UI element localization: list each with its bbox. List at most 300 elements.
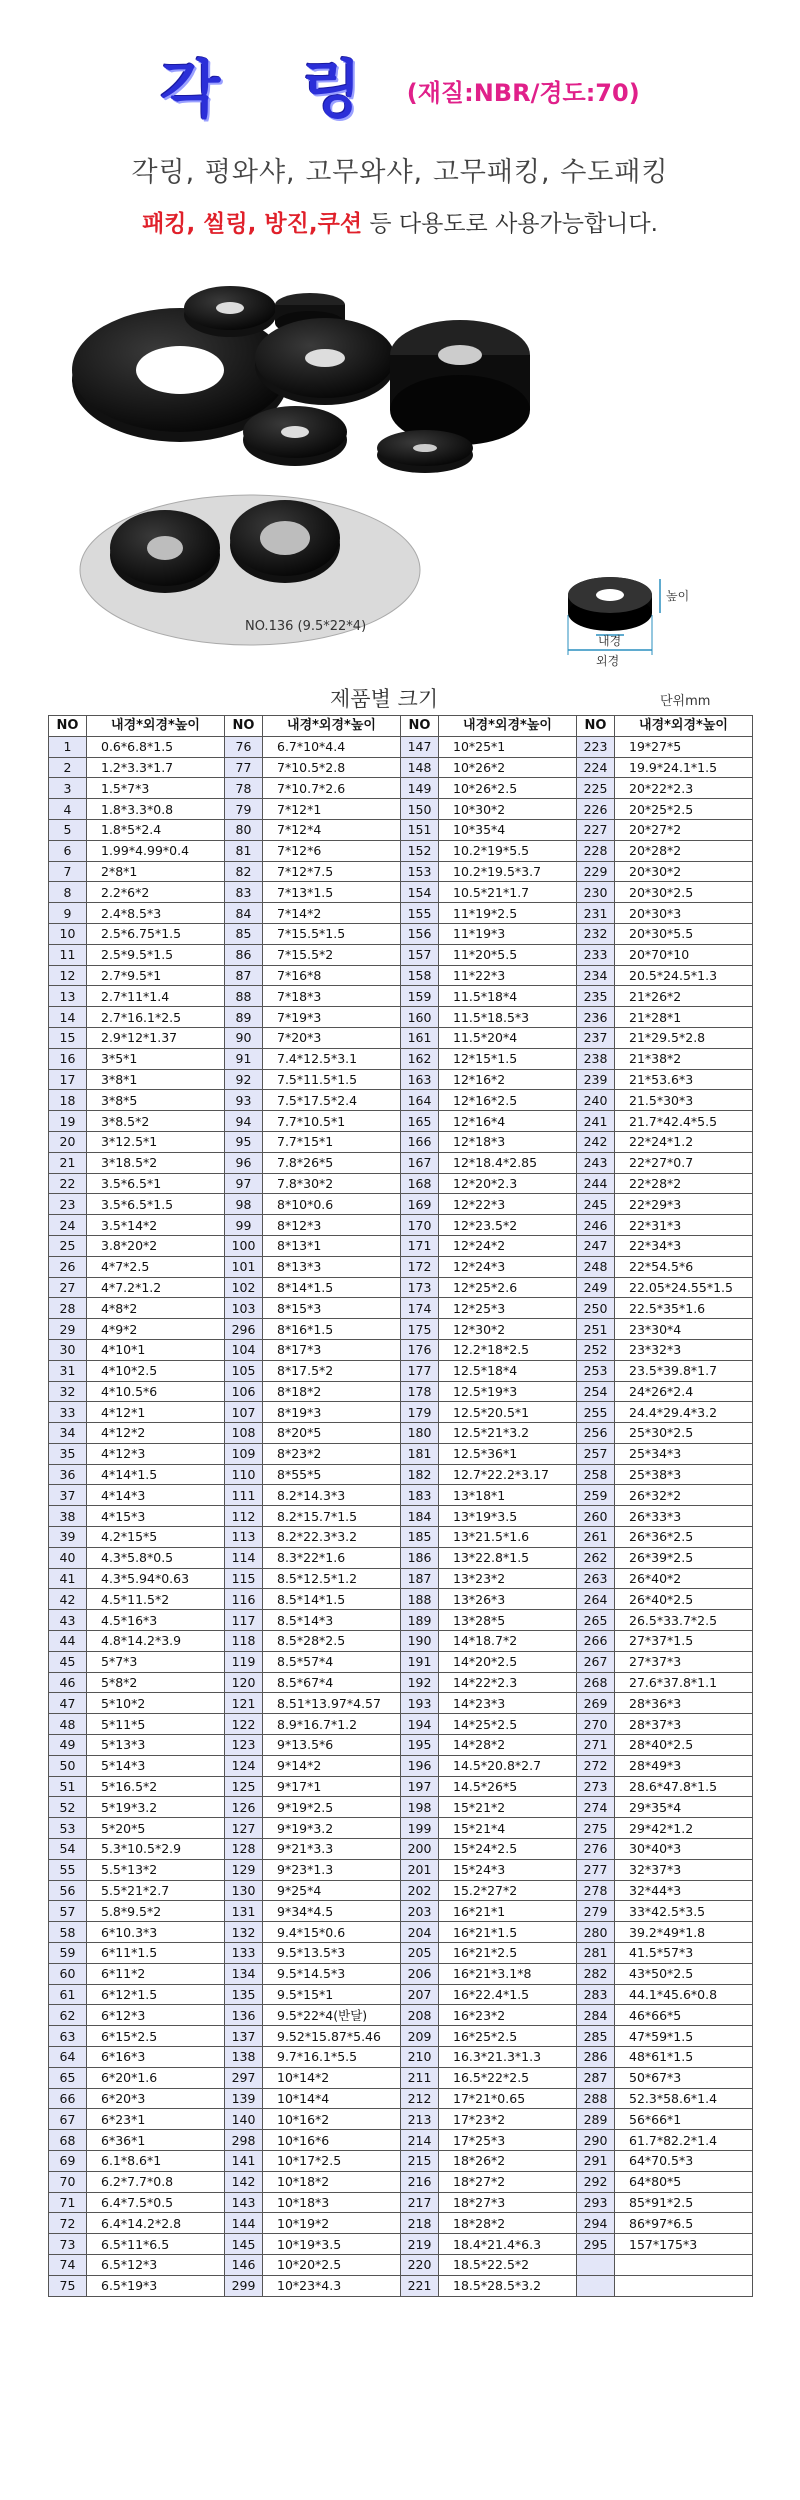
item-dimensions: 50*67*3	[615, 2067, 753, 2088]
table-row	[49, 986, 753, 1007]
item-dimensions: 11*22*3	[439, 965, 577, 986]
item-number: 277	[577, 1859, 615, 1880]
item-dimensions: 29*42*1.2	[615, 1818, 753, 1839]
item-dimensions: 2.7*9.5*1	[87, 965, 225, 986]
item-number: 178	[401, 1381, 439, 1402]
item-number: 54	[49, 1839, 87, 1860]
item-number: 11	[49, 944, 87, 965]
table-row	[49, 1007, 753, 1028]
size-table	[48, 715, 753, 2297]
table-row	[49, 882, 753, 903]
item-number: 238	[577, 1048, 615, 1069]
item-dimensions: 8.5*28*2.5	[263, 1631, 401, 1652]
photo-caption: NO.136 (9.5*22*4)	[245, 619, 367, 634]
item-number: 284	[577, 2005, 615, 2026]
item-dimensions: 25*34*3	[615, 1443, 753, 1464]
item-number: 102	[225, 1277, 263, 1298]
item-number: 22	[49, 1173, 87, 1194]
item-number: 4	[49, 799, 87, 820]
table-row	[49, 1963, 753, 1984]
usage-rest: 등 다용도로 사용가능합니다.	[362, 211, 658, 237]
item-dimensions: 20.5*24.5*1.3	[615, 965, 753, 986]
item-dimensions: 9.4*15*0.6	[263, 1922, 401, 1943]
item-dimensions: 23*30*4	[615, 1319, 753, 1340]
item-number: 52	[49, 1797, 87, 1818]
item-dimensions: 9.7*16.1*5.5	[263, 2047, 401, 2068]
table-row	[49, 736, 753, 757]
item-number: 108	[225, 1423, 263, 1444]
item-number: 51	[49, 1776, 87, 1797]
item-dimensions: 12*15*1.5	[439, 1048, 577, 1069]
item-dimensions: 4.3*5.94*0.63	[87, 1568, 225, 1589]
item-dimensions: 3*18.5*2	[87, 1152, 225, 1173]
item-number: 63	[49, 2026, 87, 2047]
item-dimensions: 3.5*6.5*1	[87, 1173, 225, 1194]
item-dimensions: 7.4*12.5*3.1	[263, 1048, 401, 1069]
item-dimensions: 7.5*17.5*2.4	[263, 1090, 401, 1111]
item-number: 279	[577, 1901, 615, 1922]
item-dimensions: 14*22*2.3	[439, 1672, 577, 1693]
header-dimensions: 내경*외경*높이	[439, 716, 577, 737]
item-dimensions: 21*53.6*3	[615, 1069, 753, 1090]
item-dimensions: 10*18*2	[263, 2171, 401, 2192]
header-no: NO	[577, 716, 615, 737]
item-number: 182	[401, 1464, 439, 1485]
item-dimensions: 25*30*2.5	[615, 1423, 753, 1444]
item-number: 40	[49, 1547, 87, 1568]
item-number: 106	[225, 1381, 263, 1402]
item-dimensions: 13*19*3.5	[439, 1506, 577, 1527]
item-number: 38	[49, 1506, 87, 1527]
item-dimensions: 27*37*1.5	[615, 1631, 753, 1652]
item-dimensions: 15*24*3	[439, 1859, 577, 1880]
item-number: 161	[401, 1027, 439, 1048]
item-number: 88	[225, 986, 263, 1007]
table-row	[49, 1443, 753, 1464]
item-number: 175	[401, 1319, 439, 1340]
item-dimensions: 9.5*13.5*3	[263, 1943, 401, 1964]
item-dimensions: 44.1*45.6*0.8	[615, 1984, 753, 2005]
item-number: 202	[401, 1880, 439, 1901]
item-dimensions: 13*26*3	[439, 1589, 577, 1610]
item-number: 160	[401, 1007, 439, 1028]
item-number: 103	[225, 1298, 263, 1319]
table-row	[49, 1215, 753, 1236]
item-number: 169	[401, 1194, 439, 1215]
item-number: 195	[401, 1735, 439, 1756]
item-number: 234	[577, 965, 615, 986]
item-dimensions: 12*20*2.3	[439, 1173, 577, 1194]
item-number: 113	[225, 1527, 263, 1548]
item-number: 47	[49, 1693, 87, 1714]
table-row	[49, 1235, 753, 1256]
item-number: 190	[401, 1631, 439, 1652]
table-row	[49, 1090, 753, 1111]
table-row	[49, 2213, 753, 2234]
item-number: 264	[577, 1589, 615, 1610]
item-number: 167	[401, 1152, 439, 1173]
item-dimensions: 7*14*2	[263, 903, 401, 924]
table-row	[49, 2005, 753, 2026]
item-number: 231	[577, 903, 615, 924]
item-dimensions: 13*28*5	[439, 1610, 577, 1631]
item-number: 211	[401, 2067, 439, 2088]
item-number: 64	[49, 2047, 87, 2068]
item-dimensions: 10*20*2.5	[263, 2254, 401, 2275]
item-dimensions: 22*27*0.7	[615, 1152, 753, 1173]
item-number: 225	[577, 778, 615, 799]
table-row	[49, 2047, 753, 2068]
table-row	[49, 1423, 753, 1444]
item-dimensions	[615, 2275, 753, 2296]
item-dimensions: 6*20*1.6	[87, 2067, 225, 2088]
item-dimensions: 8*13*1	[263, 1235, 401, 1256]
item-number: 248	[577, 1256, 615, 1277]
item-dimensions: 16*22.4*1.5	[439, 1984, 577, 2005]
table-row	[49, 1984, 753, 2005]
item-number: 165	[401, 1111, 439, 1132]
table-row	[49, 2234, 753, 2255]
item-number: 18	[49, 1090, 87, 1111]
item-number: 3	[49, 778, 87, 799]
item-number: 261	[577, 1527, 615, 1548]
item-number: 164	[401, 1090, 439, 1111]
item-dimensions: 22*54.5*6	[615, 1256, 753, 1277]
item-number: 12	[49, 965, 87, 986]
item-dimensions: 8.5*57*4	[263, 1651, 401, 1672]
item-dimensions: 9*25*4	[263, 1880, 401, 1901]
item-number: 152	[401, 840, 439, 861]
item-dimensions: 5*19*3.2	[87, 1797, 225, 1818]
title-row	[0, 40, 800, 129]
item-number: 61	[49, 1984, 87, 2005]
table-row	[49, 1152, 753, 1173]
item-dimensions: 10*16*6	[263, 2130, 401, 2151]
table-row	[49, 965, 753, 986]
item-dimensions: 8*17*3	[263, 1339, 401, 1360]
table-row	[49, 1859, 753, 1880]
item-number: 129	[225, 1859, 263, 1880]
item-number: 71	[49, 2192, 87, 2213]
item-number: 62	[49, 2005, 87, 2026]
item-number: 207	[401, 1984, 439, 2005]
item-number: 85	[225, 923, 263, 944]
item-dimensions: 4*7.2*1.2	[87, 1277, 225, 1298]
table-row	[49, 1693, 753, 1714]
item-number: 26	[49, 1256, 87, 1277]
table-row	[49, 1631, 753, 1652]
item-dimensions: 20*30*2.5	[615, 882, 753, 903]
item-number: 76	[225, 736, 263, 757]
table-row	[49, 1610, 753, 1631]
table-row	[49, 1589, 753, 1610]
item-number: 232	[577, 923, 615, 944]
item-dimensions: 22*28*2	[615, 1173, 753, 1194]
item-number: 124	[225, 1755, 263, 1776]
item-dimensions: 29*35*4	[615, 1797, 753, 1818]
item-dimensions: 12*24*3	[439, 1256, 577, 1277]
item-dimensions: 16.3*21.3*1.3	[439, 2047, 577, 2068]
table-row	[49, 1298, 753, 1319]
item-dimensions: 28*40*2.5	[615, 1735, 753, 1756]
table-row	[49, 1194, 753, 1215]
item-number: 201	[401, 1859, 439, 1880]
item-number: 205	[401, 1943, 439, 1964]
item-dimensions: 12*16*4	[439, 1111, 577, 1132]
item-dimensions: 8.5*14*1.5	[263, 1589, 401, 1610]
item-dimensions: 12*30*2	[439, 1319, 577, 1340]
item-dimensions: 8*23*2	[263, 1443, 401, 1464]
item-number: 198	[401, 1797, 439, 1818]
item-number: 94	[225, 1111, 263, 1132]
item-number: 237	[577, 1027, 615, 1048]
item-number: 154	[401, 882, 439, 903]
item-dimensions: 10*26*2.5	[439, 778, 577, 799]
item-dimensions: 18*27*2	[439, 2171, 577, 2192]
item-number: 291	[577, 2150, 615, 2171]
item-number: 256	[577, 1423, 615, 1444]
item-number: 146	[225, 2254, 263, 2275]
item-dimensions: 28*49*3	[615, 1755, 753, 1776]
item-dimensions: 7.8*26*5	[263, 1152, 401, 1173]
item-number: 176	[401, 1339, 439, 1360]
item-dimensions: 7.5*11.5*1.5	[263, 1069, 401, 1090]
item-dimensions: 3*5*1	[87, 1048, 225, 1069]
item-number: 132	[225, 1922, 263, 1943]
item-dimensions: 9*34*4.5	[263, 1901, 401, 1922]
table-row	[49, 1547, 753, 1568]
item-number: 39	[49, 1527, 87, 1548]
item-dimensions: 6.4*7.5*0.5	[87, 2192, 225, 2213]
item-dimensions: 26*36*2.5	[615, 1527, 753, 1548]
item-dimensions: 21.7*42.4*5.5	[615, 1111, 753, 1132]
item-number: 8	[49, 882, 87, 903]
item-number: 290	[577, 2130, 615, 2151]
item-dimensions: 12*16*2.5	[439, 1090, 577, 1111]
item-dimensions: 6*12*3	[87, 2005, 225, 2026]
table-row	[49, 840, 753, 861]
item-number: 194	[401, 1714, 439, 1735]
item-dimensions: 5*10*2	[87, 1693, 225, 1714]
item-number: 121	[225, 1693, 263, 1714]
item-number: 267	[577, 1651, 615, 1672]
table-row	[49, 944, 753, 965]
item-dimensions: 13*22.8*1.5	[439, 1547, 577, 1568]
item-number: 139	[225, 2088, 263, 2109]
item-number: 19	[49, 1111, 87, 1132]
item-dimensions: 26*32*2	[615, 1485, 753, 1506]
item-dimensions: 28.6*47.8*1.5	[615, 1776, 753, 1797]
item-dimensions: 6.2*7.7*0.8	[87, 2171, 225, 2192]
item-dimensions: 6.4*14.2*2.8	[87, 2213, 225, 2234]
item-dimensions: 2.5*6.75*1.5	[87, 923, 225, 944]
item-number: 81	[225, 840, 263, 861]
item-dimensions: 5*16.5*2	[87, 1776, 225, 1797]
item-number: 257	[577, 1443, 615, 1464]
item-number: 115	[225, 1568, 263, 1589]
item-number: 141	[225, 2150, 263, 2171]
item-dimensions: 10*23*4.3	[263, 2275, 401, 2296]
item-dimensions: 28*37*3	[615, 1714, 753, 1735]
item-number: 180	[401, 1423, 439, 1444]
item-number: 156	[401, 923, 439, 944]
item-dimensions: 20*30*5.5	[615, 923, 753, 944]
item-number: 122	[225, 1714, 263, 1735]
item-dimensions: 52.3*58.6*1.4	[615, 2088, 753, 2109]
item-number: 158	[401, 965, 439, 986]
item-dimensions: 157*175*3	[615, 2234, 753, 2255]
item-number: 130	[225, 1880, 263, 1901]
item-dimensions: 14.5*26*5	[439, 1776, 577, 1797]
item-dimensions: 1.5*7*3	[87, 778, 225, 799]
item-dimensions: 19*27*5	[615, 736, 753, 757]
item-dimensions: 8*10*0.6	[263, 1194, 401, 1215]
item-number: 255	[577, 1402, 615, 1423]
item-dimensions: 4*7*2.5	[87, 1256, 225, 1277]
item-dimensions: 16.5*22*2.5	[439, 2067, 577, 2088]
item-number: 266	[577, 1631, 615, 1652]
item-number: 278	[577, 1880, 615, 1901]
item-number: 96	[225, 1152, 263, 1173]
item-dimensions: 8.3*22*1.6	[263, 1547, 401, 1568]
item-dimensions: 8*55*5	[263, 1464, 401, 1485]
item-number: 46	[49, 1672, 87, 1693]
item-dimensions: 12*22*3	[439, 1194, 577, 1215]
item-dimensions: 7*12*7.5	[263, 861, 401, 882]
table-row	[49, 1339, 753, 1360]
item-dimensions: 10*17*2.5	[263, 2150, 401, 2171]
item-dimensions: 47*59*1.5	[615, 2026, 753, 2047]
item-dimensions: 2.7*11*1.4	[87, 986, 225, 1007]
item-dimensions: 22*34*3	[615, 1235, 753, 1256]
item-number: 77	[225, 757, 263, 778]
item-dimensions: 6*11*2	[87, 1963, 225, 1984]
item-number: 235	[577, 986, 615, 1007]
item-number: 83	[225, 882, 263, 903]
item-dimensions: 15*21*2	[439, 1797, 577, 1818]
item-number: 32	[49, 1381, 87, 1402]
item-number: 187	[401, 1568, 439, 1589]
item-dimensions: 22.5*35*1.6	[615, 1298, 753, 1319]
header-no: NO	[225, 716, 263, 737]
item-dimensions: 16*21*2.5	[439, 1943, 577, 1964]
item-dimensions: 10*14*2	[263, 2067, 401, 2088]
item-dimensions: 11.5*18.5*3	[439, 1007, 577, 1028]
item-dimensions: 6*12*1.5	[87, 1984, 225, 2005]
table-row	[49, 1111, 753, 1132]
item-dimensions: 20*25*2.5	[615, 799, 753, 820]
item-dimensions: 5*13*3	[87, 1735, 225, 1756]
item-number: 144	[225, 2213, 263, 2234]
item-dimensions: 11*19*2.5	[439, 903, 577, 924]
item-number: 220	[401, 2254, 439, 2275]
item-number: 209	[401, 2026, 439, 2047]
item-dimensions: 86*97*6.5	[615, 2213, 753, 2234]
item-number: 10	[49, 923, 87, 944]
item-dimensions: 17*23*2	[439, 2109, 577, 2130]
item-number: 2	[49, 757, 87, 778]
item-number: 147	[401, 736, 439, 757]
table-row	[49, 1464, 753, 1485]
item-number: 191	[401, 1651, 439, 1672]
item-dimensions: 18.5*22.5*2	[439, 2254, 577, 2275]
item-dimensions: 26.5*33.7*2.5	[615, 1610, 753, 1631]
table-row	[49, 1381, 753, 1402]
item-number: 218	[401, 2213, 439, 2234]
table-row	[49, 1839, 753, 1860]
item-number: 223	[577, 736, 615, 757]
table-row	[49, 1901, 753, 1922]
item-dimensions: 20*28*2	[615, 840, 753, 861]
item-number: 42	[49, 1589, 87, 1610]
item-number: 168	[401, 1173, 439, 1194]
item-number: 197	[401, 1776, 439, 1797]
item-dimensions: 13*18*1	[439, 1485, 577, 1506]
item-number: 270	[577, 1714, 615, 1735]
item-dimensions: 16*23*2	[439, 2005, 577, 2026]
item-number: 148	[401, 757, 439, 778]
item-number	[577, 2275, 615, 2296]
item-dimensions: 10*14*4	[263, 2088, 401, 2109]
item-number: 170	[401, 1215, 439, 1236]
usage-text	[0, 205, 800, 238]
item-dimensions: 2*8*1	[87, 861, 225, 882]
usage-highlight: 패킹, 씰링, 방진,쿠션	[142, 211, 363, 237]
item-number: 100	[225, 1235, 263, 1256]
item-dimensions	[615, 2254, 753, 2275]
item-dimensions: 6.5*12*3	[87, 2254, 225, 2275]
item-dimensions: 6.1*8.6*1	[87, 2150, 225, 2171]
item-dimensions: 4*15*3	[87, 1506, 225, 1527]
item-number: 213	[401, 2109, 439, 2130]
item-number: 247	[577, 1235, 615, 1256]
table-row	[49, 1069, 753, 1090]
item-number: 203	[401, 1901, 439, 1922]
item-dimensions: 21*26*2	[615, 986, 753, 1007]
item-number: 116	[225, 1589, 263, 1610]
table-row	[49, 1027, 753, 1048]
item-number: 5	[49, 819, 87, 840]
table-row	[49, 923, 753, 944]
item-number: 114	[225, 1547, 263, 1568]
item-number: 272	[577, 1755, 615, 1776]
item-number: 89	[225, 1007, 263, 1028]
table-row	[49, 1402, 753, 1423]
header-dimensions: 내경*외경*높이	[263, 716, 401, 737]
item-number: 137	[225, 2026, 263, 2047]
item-dimensions: 5*8*2	[87, 1672, 225, 1693]
item-dimensions: 13*21.5*1.6	[439, 1527, 577, 1548]
table-row	[49, 1651, 753, 1672]
item-number: 236	[577, 1007, 615, 1028]
table-row	[49, 819, 753, 840]
item-dimensions: 8.2*15.7*1.5	[263, 1506, 401, 1527]
item-dimensions: 18.4*21.4*6.3	[439, 2234, 577, 2255]
item-dimensions: 6*36*1	[87, 2130, 225, 2151]
item-dimensions: 32*44*3	[615, 1880, 753, 1901]
item-number: 250	[577, 1298, 615, 1319]
item-dimensions: 3*8.5*2	[87, 1111, 225, 1132]
item-dimensions: 5.5*13*2	[87, 1859, 225, 1880]
item-number: 186	[401, 1547, 439, 1568]
item-dimensions: 3.5*14*2	[87, 1215, 225, 1236]
item-dimensions: 21.5*30*3	[615, 1090, 753, 1111]
item-dimensions: 9*14*2	[263, 1755, 401, 1776]
item-number: 50	[49, 1755, 87, 1776]
item-number: 126	[225, 1797, 263, 1818]
item-number: 25	[49, 1235, 87, 1256]
item-dimensions: 0.6*6.8*1.5	[87, 736, 225, 757]
